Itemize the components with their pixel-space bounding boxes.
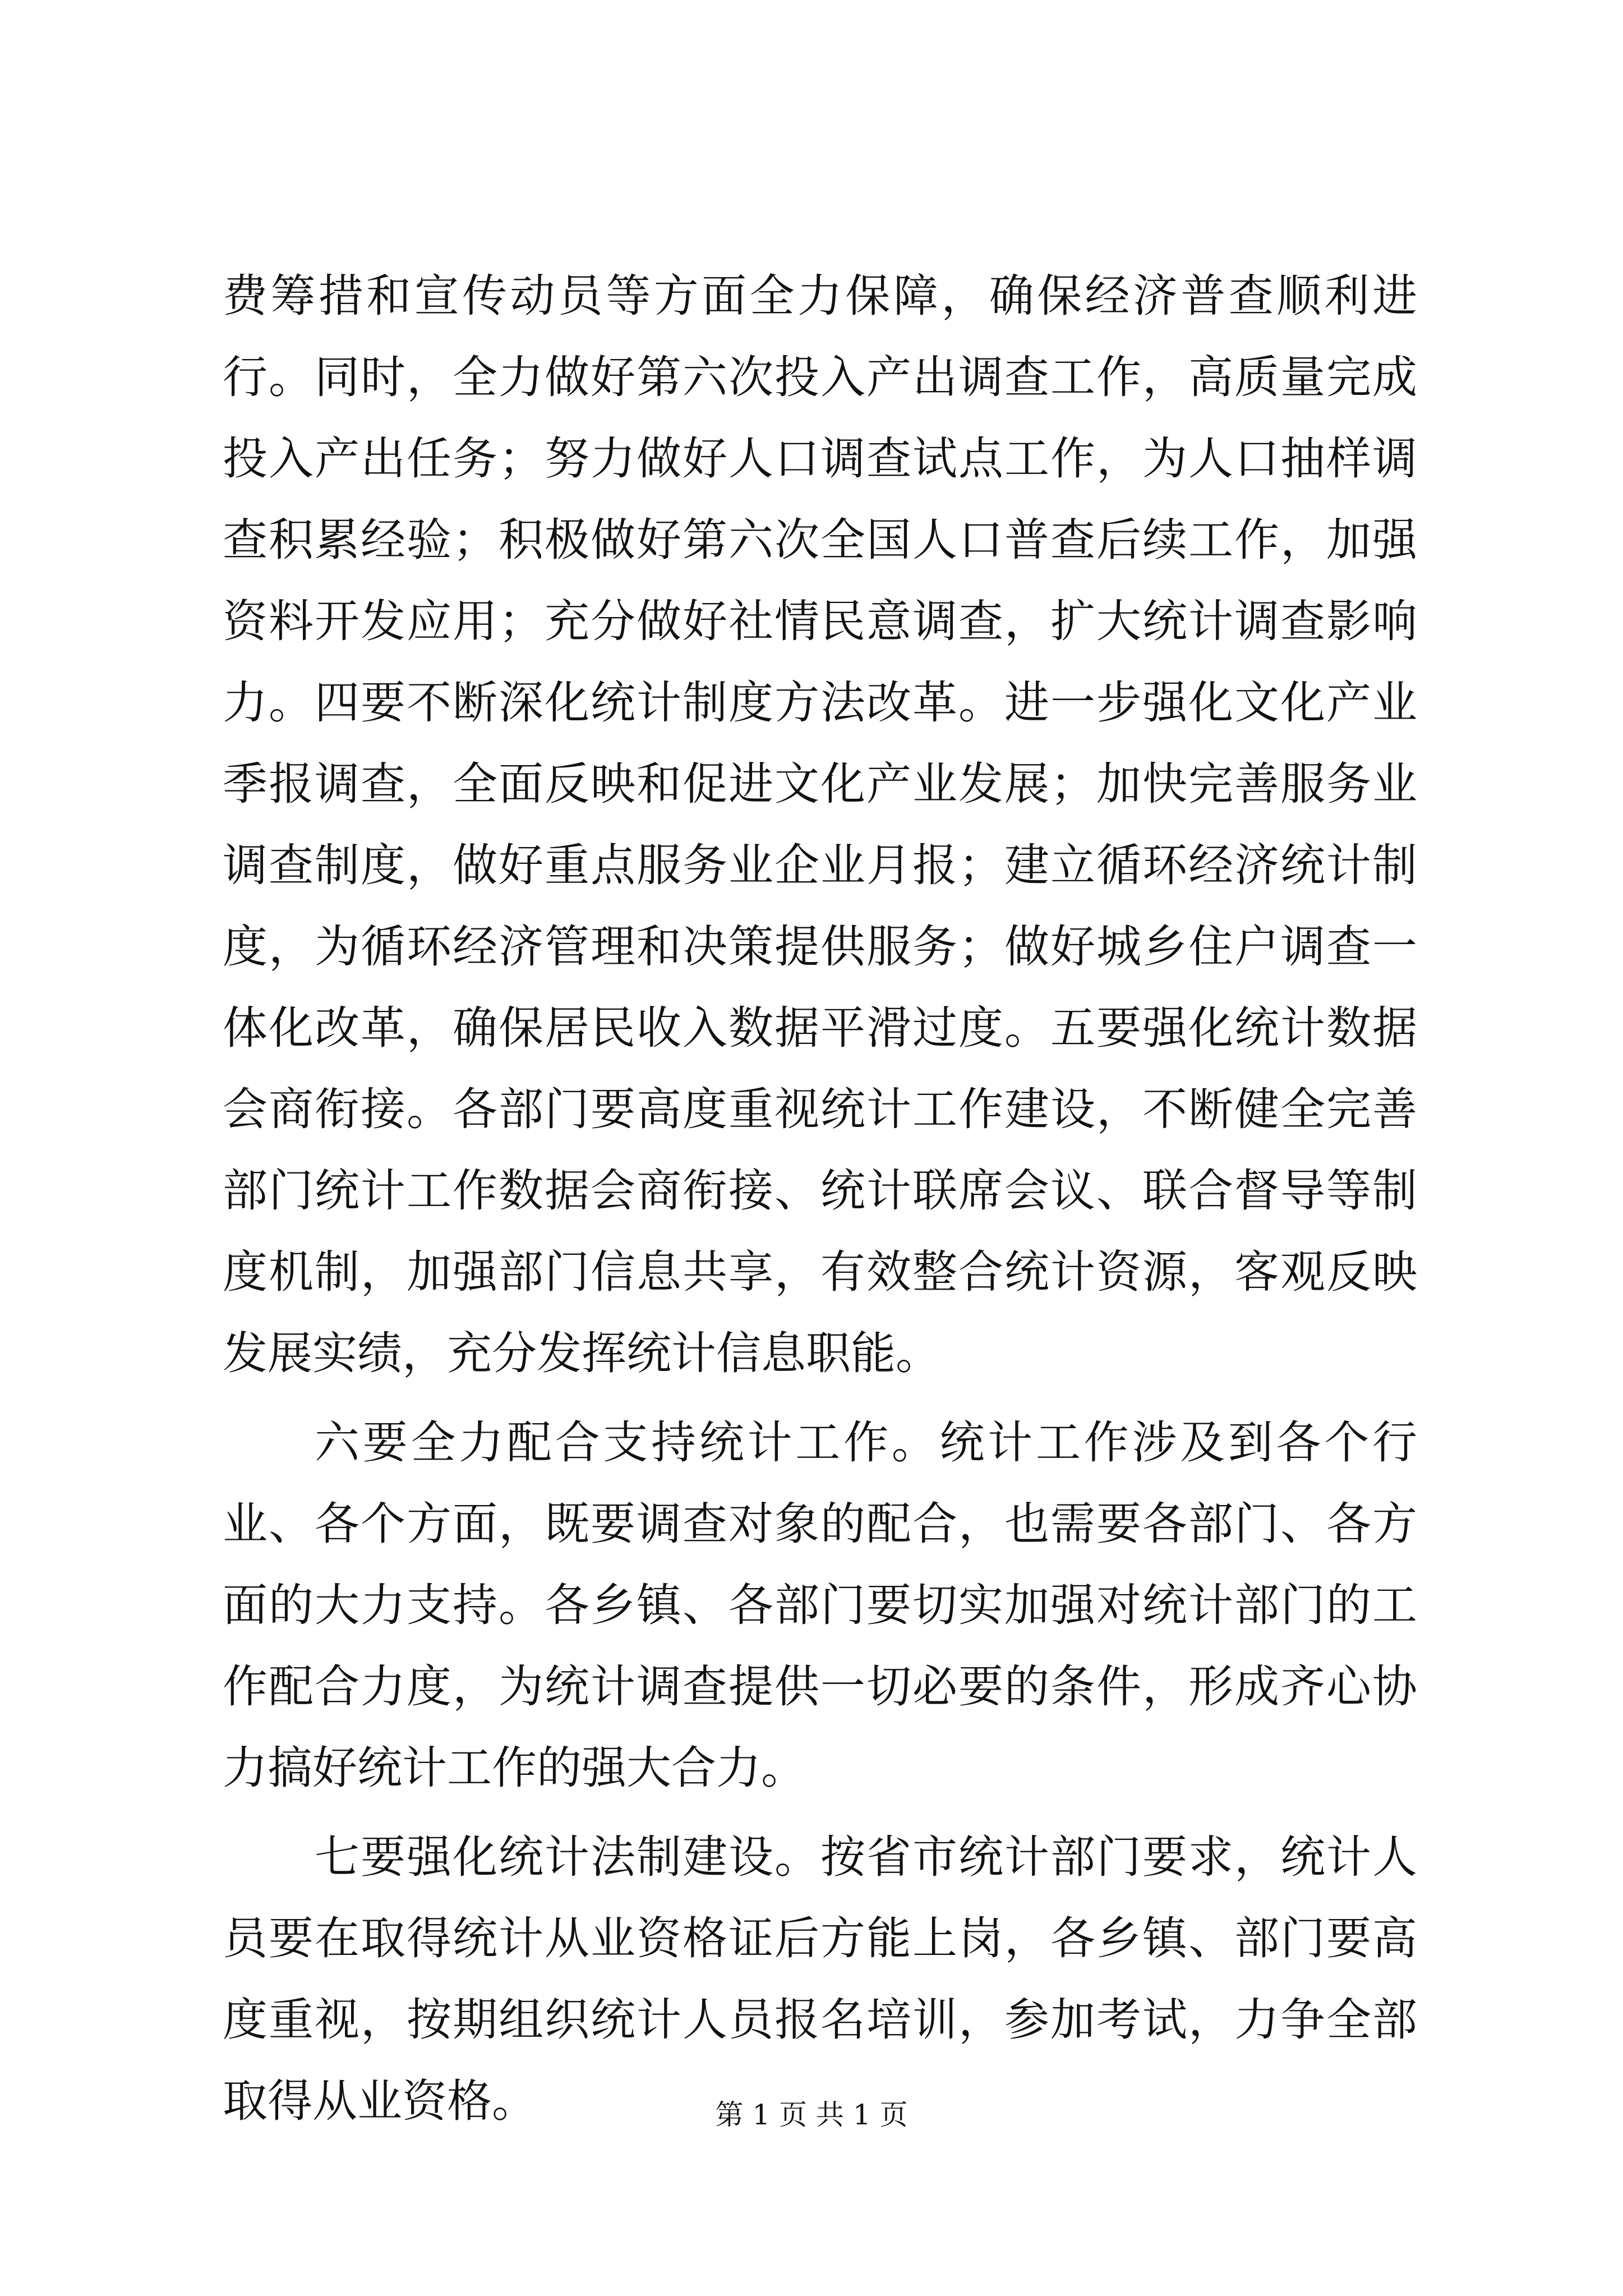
page-footer: 第 1 页 共 1 页 bbox=[715, 2099, 908, 2131]
body-text bbox=[223, 255, 1417, 2150]
paragraph-section-seven: 七要强化统计法制建设。按省市统计部门要求，统计人员要在取得统计从业资格证后方能上岗，各乡镇、部门要高度重视，按期组织统计人员报名培训，参加考试，力争全部取得从业资格。 bbox=[223, 1831, 1417, 2127]
paragraph-continued: 费筹措和宣传动员等方面全力保障，确保经济普查顺利进行。同时，全力做好第六次投入产出调查工作，高质量完成投入产出任务；努力做好人口调查试点工作，为人口抽样调查积累经验；积极做好第六次全国人口普查后续工作，加强资料开发应用；充分做好社情民意调查，扩大统计调查影响力。四要不断深化统计制度方法改革。进一步强化文化产业季报调查，全面反映和促进文化产业发展；加快完善服务业调查制度，做好重点服务业企业月报；建立循环经济统计制度，为循环经济管理和决策提供服务；做好城乡住户调查一体化改革，确保居民收入数据平滑过度。五要强化统计数据会商衔接。各部门要高度重视统计工作建设，不断健全完善部门统计工作数据会商衔接、统计联席会议、联合督导等制度机制，加强部门信息共享，有效整合统计资源，客观反映发展实绩，充分发挥统计信息职能。 bbox=[223, 270, 1417, 1379]
paragraph-section-six: 六要全力配合支持统计工作。统计工作涉及到各个行业、各个方面，既要调查对象的配合，也需要各部门、各方面的大力支持。各乡镇、各部门要切实加强对统计部门的工作配合力度，为统计调查提供一切必要的条件，形成齐心协力搞好统计工作的强大合力。 bbox=[223, 1416, 1417, 1794]
